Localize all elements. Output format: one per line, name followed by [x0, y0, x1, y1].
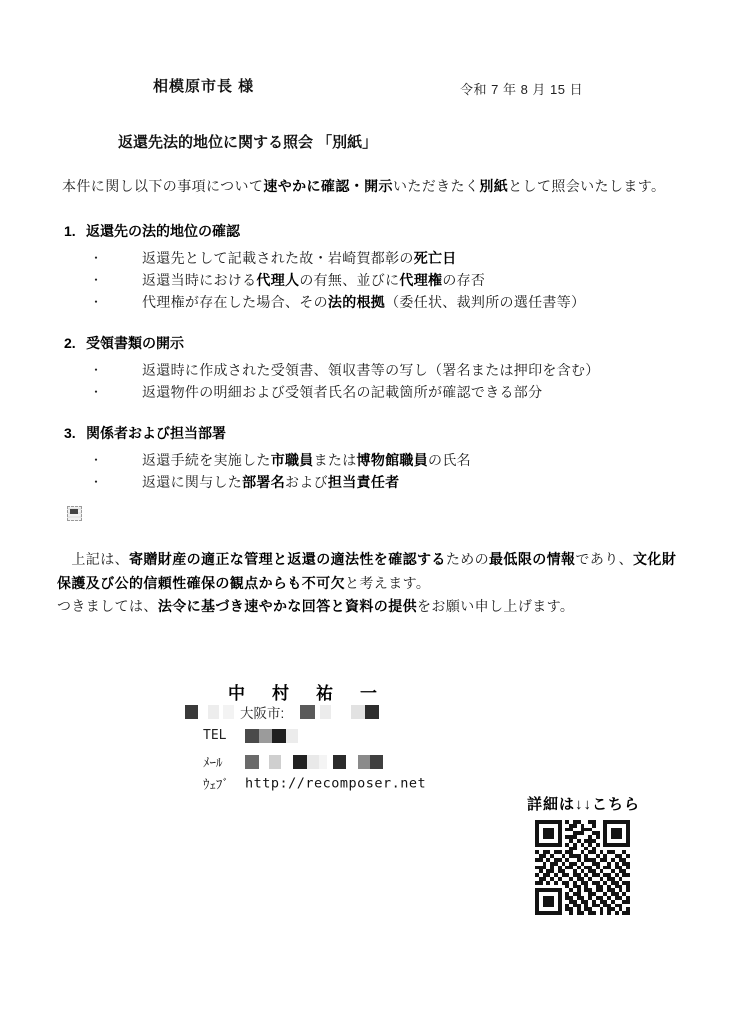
section-title-text: 関係者および担当部署	[86, 425, 226, 441]
text: いただきたく	[392, 178, 480, 194]
list-item	[0, 269, 730, 291]
redaction-block	[272, 729, 286, 743]
list-item	[0, 471, 730, 493]
redaction-block	[365, 705, 379, 719]
list-item-text	[142, 474, 399, 490]
section-2	[0, 333, 730, 403]
tel-label: TEL	[203, 728, 227, 744]
redaction-block	[269, 755, 281, 769]
bullet-icon: ・	[90, 273, 103, 287]
list-item-text	[142, 272, 485, 288]
missing-image-icon	[67, 506, 82, 521]
text: 返還物件の明細および受領者氏名の記載箇所が確認できる部分	[142, 384, 543, 400]
bold-text: 保護及び公的信頼性確保の観点からも不可欠	[57, 574, 345, 591]
qr-code	[535, 820, 630, 915]
text: の氏名	[428, 452, 471, 468]
list-item-text	[142, 250, 457, 266]
list-item-text	[142, 452, 471, 468]
bold-text: 市職員	[270, 452, 314, 468]
paragraph-line	[57, 595, 676, 619]
text: 返還手続を実施した	[142, 452, 271, 468]
closing-paragraph	[57, 548, 676, 619]
web-label: ｳｪﾌﾞ	[203, 778, 229, 793]
bullet-icon: ・	[90, 295, 103, 309]
redaction-block	[245, 755, 259, 769]
text: 本件に関し以下の事項について	[62, 178, 264, 194]
bullet-icon: ・	[90, 385, 103, 399]
section-number: 1.	[64, 223, 76, 239]
bold-text: 法令に基づき速やかな回答と資料の提供	[157, 598, 418, 614]
text: であり、	[575, 551, 634, 567]
email-redactions	[245, 753, 383, 768]
list-item-text	[142, 362, 600, 378]
redaction-block	[358, 755, 370, 769]
section-title	[64, 423, 730, 444]
redaction-block	[223, 705, 234, 719]
list-item-text	[142, 384, 542, 400]
missing-image-glyph	[70, 509, 78, 514]
redaction-block	[293, 755, 307, 769]
bullet-icon: ・	[90, 251, 103, 265]
text: と考えます。	[345, 574, 431, 591]
web-line	[203, 774, 427, 793]
bold-text: 文化財	[633, 551, 677, 567]
section-number: 2.	[64, 335, 76, 351]
section-title	[64, 333, 730, 354]
paragraph-line	[57, 548, 676, 572]
bullet-icon: ・	[90, 453, 103, 467]
list-item	[0, 381, 730, 403]
text: 返還に関与した	[142, 474, 243, 490]
section-3	[0, 423, 730, 493]
section-1	[0, 221, 730, 313]
list-item	[0, 449, 730, 471]
qr-caption: 詳細は↓↓こちら	[527, 796, 641, 813]
bullet-icon: ・	[90, 475, 103, 489]
tel-redactions	[245, 727, 298, 742]
section-number: 3.	[64, 425, 76, 441]
website-url: http://recomposer.net	[245, 775, 427, 792]
text: の有無、並びに	[299, 272, 400, 288]
bold-text: 担当責任者	[327, 474, 400, 490]
redaction-block	[286, 729, 298, 743]
recipient-line: 相模原市長 様	[153, 78, 255, 95]
redaction-block	[185, 705, 198, 719]
section-title-text: 受領書類の開示	[86, 335, 184, 351]
text: 返還先として記載された故・岩崎賀都彰の	[142, 250, 414, 266]
tel-line	[203, 727, 298, 743]
address-text: 大阪市:	[240, 706, 285, 721]
list-item	[0, 291, 730, 313]
redaction-block	[300, 705, 315, 719]
text: ための	[445, 551, 490, 567]
redaction-block	[333, 755, 346, 769]
text: 返還時に作成された受領書、領収書等の写し（署名または押印を含む）	[142, 362, 600, 378]
redaction-block	[307, 755, 319, 769]
inquiry-sections	[0, 221, 730, 513]
redaction-block	[259, 729, 272, 743]
redaction-block	[319, 755, 327, 769]
date-line: 令和 7 年 8 月 15 日	[460, 82, 584, 97]
bold-text: 寄贈財産の適正な管理と返還の適法性を確認する	[129, 551, 446, 567]
text: （委任状、裁判所の選任書等）	[385, 294, 586, 310]
paragraph-line	[57, 572, 676, 596]
subject-line: 返還先法的地位に関する照会 「別紙」	[118, 134, 378, 151]
section-title	[64, 221, 730, 242]
redaction-block	[245, 729, 259, 743]
redaction-block	[351, 705, 365, 719]
bold-text: 法的根拠	[327, 294, 386, 310]
text: の存否	[442, 272, 486, 288]
sender-name: 中 村 祐 一	[228, 684, 382, 703]
text: 上記は、	[57, 551, 129, 567]
redaction-block	[320, 705, 331, 719]
bold-text: 代理権	[399, 272, 443, 288]
redaction-block	[370, 755, 383, 769]
text: つきましては、	[57, 598, 158, 614]
text: をお願い申し上げます。	[417, 598, 575, 614]
section-title-text: 返還先の法的地位の確認	[86, 223, 240, 239]
bold-text: 別紙	[479, 178, 509, 194]
text: として照会いたします。	[508, 178, 666, 194]
bold-text: 代理人	[256, 272, 300, 288]
intro-paragraph	[62, 176, 665, 196]
bold-text: 博物館職員	[356, 452, 429, 468]
bold-text: 最低限の情報	[489, 551, 576, 567]
redaction-block	[208, 705, 219, 719]
text: および	[285, 474, 328, 490]
text: 返還当時における	[142, 272, 257, 288]
email-line	[203, 752, 383, 771]
bold-text: 死亡日	[413, 250, 457, 266]
text: 代理権が存在した場合、その	[142, 294, 328, 310]
bold-text: 速やかに確認・開示	[263, 178, 393, 194]
address-line	[185, 702, 379, 721]
bold-text: 部署名	[242, 474, 286, 490]
email-label: ﾒｰﾙ	[203, 756, 223, 771]
list-item	[0, 359, 730, 381]
text: または	[313, 452, 357, 468]
bullet-icon: ・	[90, 363, 103, 377]
list-item	[0, 247, 730, 269]
list-item-text	[142, 294, 585, 310]
